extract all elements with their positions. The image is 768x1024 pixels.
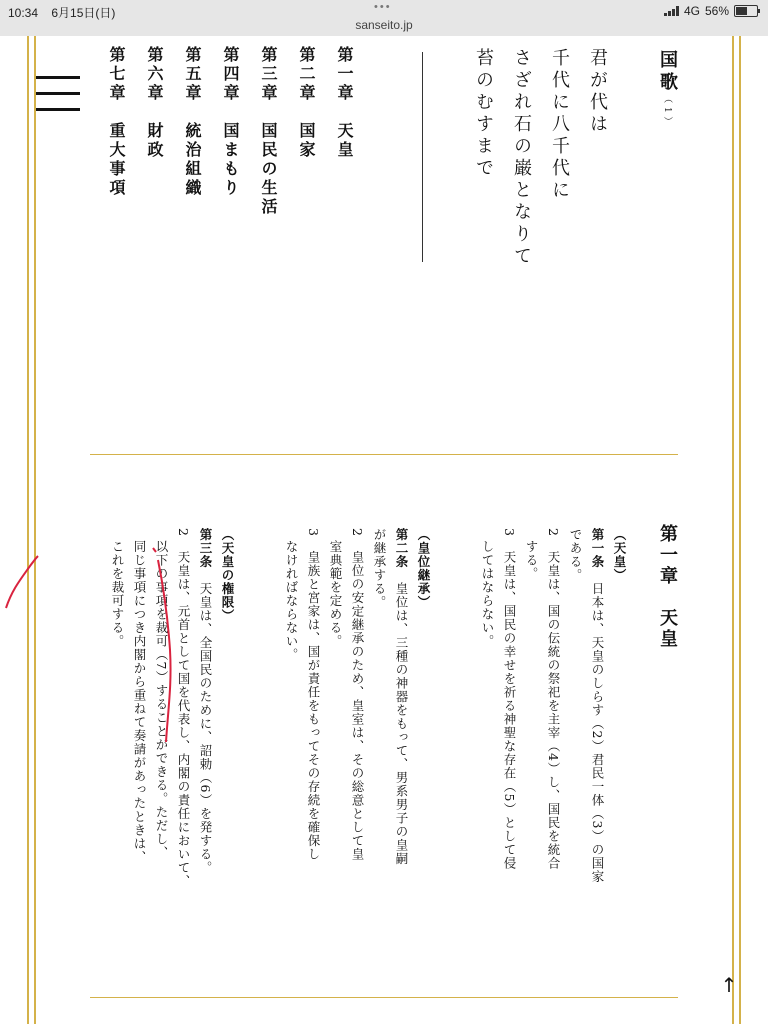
article-1-p2-text-1: 天皇は、国の伝統の祭祀を主宰（4）し、国民を統合 xyxy=(546,550,561,870)
article-1-p2-num: 2 xyxy=(546,528,561,537)
article-2-p2-line-1 xyxy=(348,528,366,861)
article-3-p2-text-1: 天皇は、元首として国を代表し、内閣の責任において、 xyxy=(176,550,191,888)
article-2-p2-line-2: 室典範を定める。 xyxy=(328,540,343,648)
article-1-p3-line-2: してはならない。 xyxy=(480,540,495,648)
left-gold-rule-outer xyxy=(27,36,29,1024)
right-gold-rule-inner xyxy=(732,36,734,1024)
article-1-p3-line-1 xyxy=(500,528,518,870)
section-divider xyxy=(90,454,678,455)
article-2-p2-num: 2 xyxy=(350,528,365,537)
anthem-title xyxy=(654,50,680,130)
battery-icon xyxy=(734,5,758,17)
article-1-p3-num: 3 xyxy=(502,528,517,537)
article-3-line-1 xyxy=(196,528,214,874)
anthem-title-text: 国歌 xyxy=(657,50,678,94)
article-2-line-1 xyxy=(392,528,410,866)
anthem-note: （1） xyxy=(662,94,672,130)
status-date: 6月15日(日) xyxy=(51,6,116,20)
article-1-label: 第一条 xyxy=(590,528,605,569)
article-1-p3-text-1: 天皇は、国民の幸せを祈る神聖な存在（5）として侵 xyxy=(502,550,517,870)
article-3-text-1: 天皇は、全国民のために、詔勅（6）を発する。 xyxy=(198,582,213,875)
multitask-dots-icon[interactable]: ••• xyxy=(374,1,392,13)
arrow-up-icon[interactable]: ↑ xyxy=(720,973,738,997)
toc-item-2[interactable]: 第二章 国家 xyxy=(297,46,316,160)
article-1-p2-line-2: する。 xyxy=(524,540,539,581)
network-label: 4G xyxy=(683,4,700,18)
heading-succession: （皇位継承） xyxy=(416,528,431,609)
status-bar xyxy=(0,0,768,36)
anthem-line-3: さざれ石の巌となりて xyxy=(511,48,532,268)
article-3-p2-line-3: 同じ事項につき内閣から重ねて奏請があったときは、 xyxy=(132,540,147,864)
anthem-line-2: 千代に八千代に xyxy=(549,48,570,202)
bottom-divider xyxy=(90,997,678,998)
article-2-p3-line-2: なければならない。 xyxy=(284,540,299,662)
anthem-line-4: 苔のむすまで xyxy=(473,48,494,180)
article-1-line-1 xyxy=(588,528,606,883)
article-1-line-2: である。 xyxy=(568,528,583,582)
toc-item-1[interactable]: 第一章 天皇 xyxy=(335,46,354,160)
article-1-p2-line-1 xyxy=(544,528,562,870)
left-gold-rule-inner xyxy=(34,36,36,1024)
toc-item-3[interactable]: 第三章 国民の生活 xyxy=(259,46,278,217)
article-2-p3-num: 3 xyxy=(306,528,321,537)
chapter-title: 第一章 天皇 xyxy=(657,524,678,650)
toc-separator xyxy=(422,52,423,262)
article-3-p2-line-1 xyxy=(174,528,192,888)
right-gold-rule-outer xyxy=(739,36,741,1024)
toc-item-6[interactable]: 第六章 財政 xyxy=(145,46,164,160)
anthem-line-1: 君が代は xyxy=(587,48,608,136)
article-2-label: 第二条 xyxy=(394,528,409,569)
article-2-p3-text-1: 皇族と宮家は、国が責任をもってその存続を確保し xyxy=(306,550,321,861)
article-2-text-1: 皇位は、三種の神器をもって、男系男子の皇嗣 xyxy=(394,582,409,866)
status-right xyxy=(664,4,758,18)
battery-percent: 56% xyxy=(704,4,729,18)
hamburger-menu-icon[interactable] xyxy=(36,72,80,116)
heading-authority: （天皇の権限） xyxy=(220,528,235,623)
toc-item-7[interactable]: 第七章 重大事項 xyxy=(107,46,126,198)
signal-icon xyxy=(664,6,679,16)
status-time: 10:34 xyxy=(8,6,39,20)
toc-item-5[interactable]: 第五章 統治組織 xyxy=(183,46,202,198)
article-1-text-1: 日本は、天皇のしらす（2）君民一体（3）の国家 xyxy=(590,582,605,884)
article-2-p3-line-1 xyxy=(304,528,322,861)
article-3-p2-num: 2 xyxy=(176,528,191,537)
article-3-p2-line-2: 以下の事項を裁可（7）することができる。ただし、 xyxy=(154,540,169,860)
article-3-label: 第三条 xyxy=(198,528,213,569)
heading-emperor: （天皇） xyxy=(612,528,627,582)
article-2-line-2: が継承する。 xyxy=(372,528,387,609)
article-3-p2-line-4: これを裁可する。 xyxy=(110,540,125,648)
toc-item-4[interactable]: 第四章 国まもり xyxy=(221,46,240,198)
address-url[interactable]: sanseito.jp xyxy=(355,18,413,32)
article-2-p2-text-1: 皇位の安定継承のため、皇室は、その総意として皇 xyxy=(350,550,365,861)
